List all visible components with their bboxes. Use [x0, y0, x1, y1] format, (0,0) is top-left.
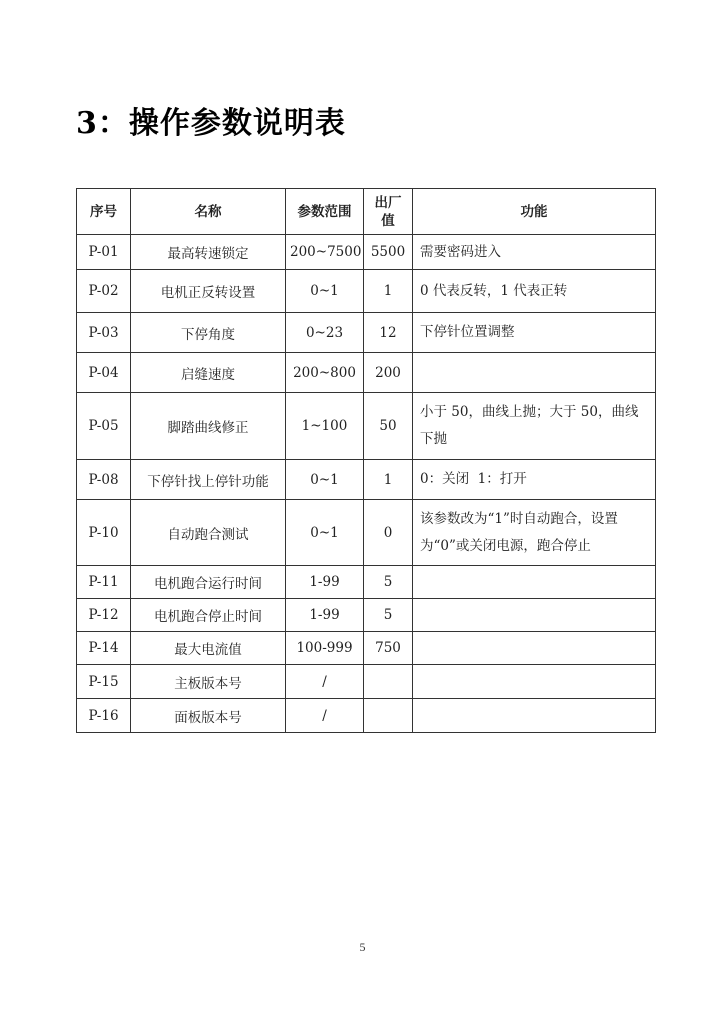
page-number: 5 — [359, 940, 366, 954]
param-default — [364, 665, 413, 699]
param-range: 200~7500 — [286, 235, 364, 270]
param-function — [413, 699, 656, 733]
param-code: P-08 — [77, 460, 131, 500]
param-default: 750 — [364, 632, 413, 665]
param-name: 启缝速度 — [131, 353, 286, 393]
param-default: 1 — [364, 270, 413, 313]
param-function: 该参数改为“1”时自动跑合，设置为“0”或关闭电源，跑合停止 — [413, 500, 656, 566]
parameter-table — [76, 188, 656, 733]
param-name: 下停角度 — [131, 313, 286, 353]
header-function: 功能 — [413, 189, 656, 235]
param-name: 最高转速锁定 — [131, 235, 286, 270]
param-range: / — [286, 665, 364, 699]
table-header-row — [77, 189, 656, 235]
header-default: 出厂 值 — [364, 189, 413, 235]
param-default: 200 — [364, 353, 413, 393]
param-code: P-14 — [77, 632, 131, 665]
param-default: 1 — [364, 460, 413, 500]
param-name: 自动跑合测试 — [131, 500, 286, 566]
param-code: P-03 — [77, 313, 131, 353]
table-row — [77, 665, 656, 699]
param-function — [413, 632, 656, 665]
param-function: 下停针位置调整 — [413, 313, 656, 353]
param-code: P-16 — [77, 699, 131, 733]
param-function — [413, 665, 656, 699]
table-row — [77, 393, 656, 460]
param-range: 0~1 — [286, 460, 364, 500]
param-name: 主板版本号 — [131, 665, 286, 699]
param-default: 5 — [364, 599, 413, 632]
table-row — [77, 566, 656, 599]
param-default: 5 — [364, 566, 413, 599]
param-default: 0 — [364, 500, 413, 566]
header-range: 参数范围 — [286, 189, 364, 235]
param-function — [413, 353, 656, 393]
table-row — [77, 632, 656, 665]
param-function: 0：关闭 1：打开 — [413, 460, 656, 500]
table-row — [77, 460, 656, 500]
param-function — [413, 599, 656, 632]
param-function: 0 代表反转，1 代表正转 — [413, 270, 656, 313]
param-default: 12 — [364, 313, 413, 353]
param-name: 最大电流值 — [131, 632, 286, 665]
param-name: 面板版本号 — [131, 699, 286, 733]
param-default: 5500 — [364, 235, 413, 270]
param-code: P-10 — [77, 500, 131, 566]
param-code: P-05 — [77, 393, 131, 460]
param-range: 0~1 — [286, 270, 364, 313]
param-range: 100-999 — [286, 632, 364, 665]
param-function: 小于 50，曲线上抛；大于 50，曲线下抛 — [413, 393, 656, 460]
param-code: P-11 — [77, 566, 131, 599]
param-name: 电机跑合停止时间 — [131, 599, 286, 632]
table-row — [77, 699, 656, 733]
header-name: 名称 — [131, 189, 286, 235]
table-row — [77, 599, 656, 632]
param-range: 0~1 — [286, 500, 364, 566]
param-range: / — [286, 699, 364, 733]
param-code: P-01 — [77, 235, 131, 270]
table-row — [77, 235, 656, 270]
param-range: 1-99 — [286, 566, 364, 599]
param-code: P-02 — [77, 270, 131, 313]
param-default — [364, 699, 413, 733]
param-range: 0~23 — [286, 313, 364, 353]
table-row — [77, 353, 656, 393]
table-row — [77, 313, 656, 353]
param-range: 1~100 — [286, 393, 364, 460]
param-function — [413, 566, 656, 599]
param-name: 电机正反转设置 — [131, 270, 286, 313]
param-name: 电机跑合运行时间 — [131, 566, 286, 599]
param-function: 需要密码进入 — [413, 235, 656, 270]
param-code: P-15 — [77, 665, 131, 699]
header-code: 序号 — [77, 189, 131, 235]
param-range: 200~800 — [286, 353, 364, 393]
param-code: P-12 — [77, 599, 131, 632]
param-default: 50 — [364, 393, 413, 460]
table-row — [77, 270, 656, 313]
table-row — [77, 500, 656, 566]
page-title: 3：操作参数说明表 — [76, 106, 346, 141]
param-range: 1-99 — [286, 599, 364, 632]
param-name: 下停针找上停针功能 — [131, 460, 286, 500]
param-code: P-04 — [77, 353, 131, 393]
param-name: 脚踏曲线修正 — [131, 393, 286, 460]
